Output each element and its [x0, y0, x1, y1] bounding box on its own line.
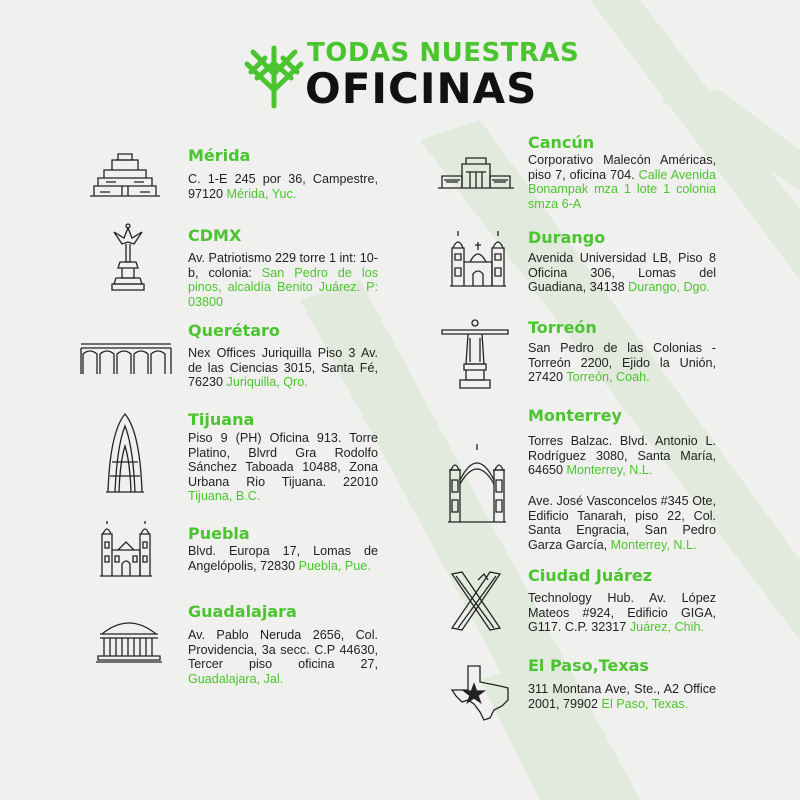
office-address — [188, 172, 378, 201]
office-address — [528, 682, 716, 711]
office-address — [188, 251, 378, 309]
address-text: Ave. José Vasconcelos #345 Ote, Edificio Tanarah, piso 22, Col. Santa Engracia, San Pedro Garza García, — [528, 494, 716, 552]
rotunda-icon — [96, 614, 162, 664]
address-text: San Pedro de las Colonias - Torreón 2200, Ejido la Unión, 27420 — [528, 341, 716, 385]
city-name: Ciudad Juárez — [528, 566, 653, 585]
texas-map-icon — [450, 664, 512, 722]
address-text: Corporativo Malecón Américas, piso 7, oficina 704. — [528, 153, 716, 182]
address-highlight: Monterrey, N.L. — [566, 463, 653, 478]
pyramid-icon — [88, 148, 162, 200]
office-address — [528, 341, 716, 385]
office-address — [188, 544, 378, 573]
address-text: C. 1-E 245 por 36, Campestre, 97120 — [188, 172, 378, 201]
durango-cathedral-icon — [448, 228, 508, 288]
address-text: 311 Montana Ave, Ste., A2 Office 2001, 79902 — [528, 682, 716, 711]
address-text: Piso 9 (PH) Oficina 913. Torre Platino, Blvrd Gra Rodolfo Sánchez Taboada 10488, Zona Urbana Rio Tijuana. 22010 — [188, 431, 378, 489]
maya-temple-icon — [436, 154, 516, 190]
wheat-logo-icon — [243, 42, 305, 110]
aqueduct-icon — [80, 340, 172, 376]
tijuana-arch-icon — [104, 412, 146, 494]
title-line-1: TODAS NUESTRAS — [307, 38, 580, 68]
address-text: Avenida Universidad LB, Piso 8 Oficina 306, Lomas del Guadiana, 34138 — [528, 251, 716, 295]
office-address — [188, 628, 378, 686]
address-text: Av. Pablo Neruda 2656, Col. Providencia, 3a secc. C.P 44630, Tercer piso oficina 27, — [188, 628, 378, 672]
monterrey-arch-icon — [446, 440, 508, 524]
address-highlight: Torreón, Coah. — [566, 370, 650, 385]
city-name: Durango — [528, 228, 606, 247]
city-name: Puebla — [188, 524, 250, 543]
city-name: Torreón — [528, 318, 597, 337]
angel-monument-icon — [108, 222, 148, 294]
address-text: Blvd. Europa 17, Lomas de Angelópolis, 72830 — [188, 544, 378, 573]
page-header — [243, 38, 580, 118]
address-highlight: San Pedro de los pinos, alcaldía Benito Juárez. P: 03800 — [188, 265, 378, 309]
city-name: Querétaro — [188, 321, 280, 340]
christ-statue-icon — [440, 318, 510, 390]
address-highlight: Calle Avenida Bonampak mza 1 lote 1 colonia smza 6-A — [528, 167, 716, 211]
city-name: El Paso,Texas — [528, 656, 649, 675]
cathedral-icon — [98, 520, 154, 578]
address-highlight: Juárez, Chih. — [629, 620, 704, 635]
office-address — [528, 591, 716, 635]
address-highlight: El Paso, Texas. — [601, 696, 689, 711]
address-text: Av. Patriotismo 229 torre 1 int: 10-b, colonia: — [188, 251, 378, 280]
address-highlight: Durango, Dgo. — [628, 280, 711, 295]
office-address — [528, 153, 716, 211]
city-name: CDMX — [188, 226, 242, 245]
office-address — [528, 251, 716, 295]
office-address — [188, 346, 378, 390]
city-name: Tijuana — [188, 410, 255, 429]
office-address — [528, 434, 716, 478]
address-highlight: Monterrey, N.L. — [610, 537, 697, 552]
address-highlight: Puebla, Pue. — [298, 558, 371, 573]
address-text: Technology Hub. Av. López Mateos #924, Edificio GIGA, G117. C.P. 32317 — [528, 591, 716, 635]
address-highlight: Juriquilla, Qro. — [226, 375, 308, 390]
office-address-secondary — [528, 494, 716, 552]
city-name: Mérida — [188, 146, 251, 165]
office-address — [188, 431, 378, 504]
x-monument-icon — [448, 570, 504, 632]
address-highlight: Guadalajara, Jal. — [188, 671, 284, 686]
city-name: Guadalajara — [188, 602, 297, 621]
address-highlight: Tijuana, B.C. — [188, 489, 261, 504]
address-text: Torres Balzac. Blvd. Antonio L. Rodríguez 3080, Santa María, 64650 — [528, 434, 716, 478]
page-title: OFICINAS — [305, 64, 538, 113]
city-name: Cancún — [528, 133, 595, 152]
city-name: Monterrey — [528, 406, 622, 425]
address-highlight: Mérida, Yuc. — [226, 186, 297, 201]
address-text: Nex Offices Juriquilla Piso 3 Av. de las Ciencias 3015, Santa Fé, 76230 — [188, 346, 378, 390]
